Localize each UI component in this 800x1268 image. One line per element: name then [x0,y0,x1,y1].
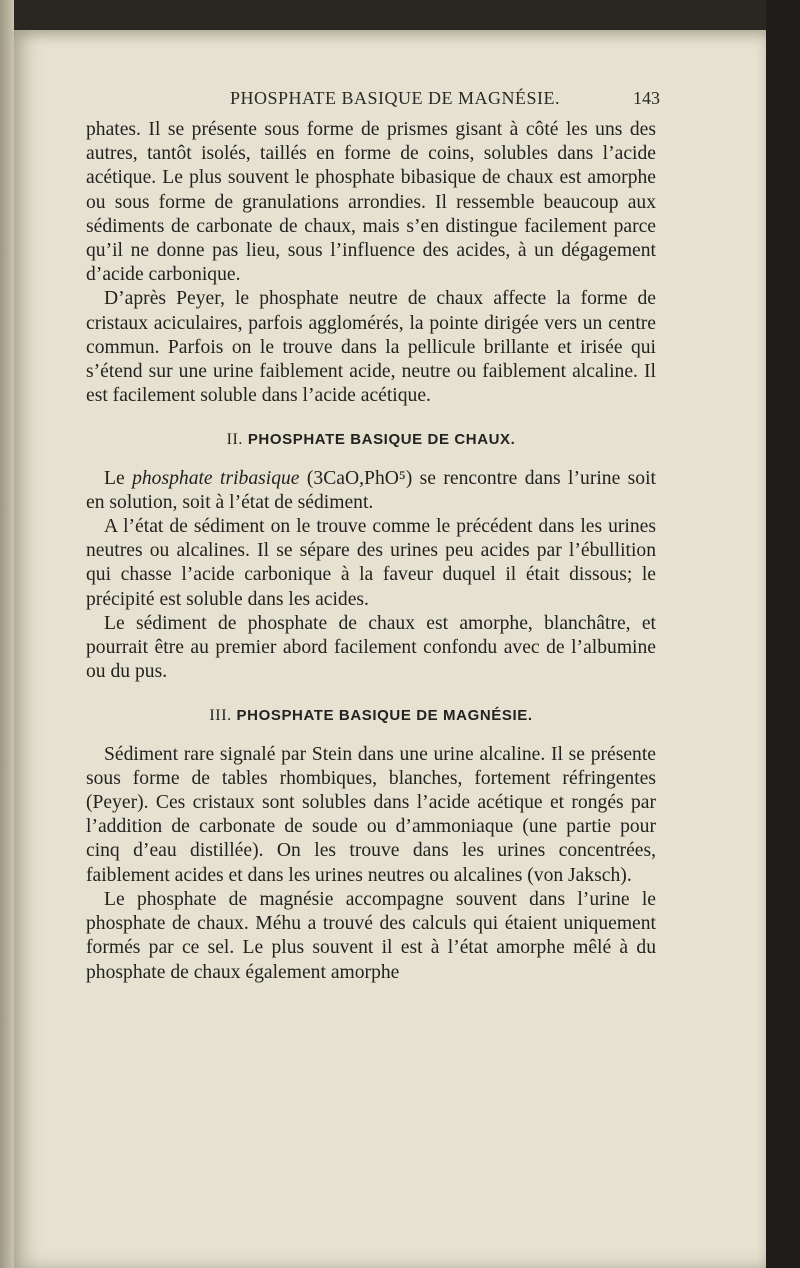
paragraph: A l’état de sédiment on le trouve comme le précédent dans les urines neutres ou alcalines. Il se sépare des urines peu acides par l’ébullition qui chasse l’acide carbonique à la faveur duquel il était dissous; le précipité est soluble dans les acides. [86,516,656,610]
section-number: II. [226,431,244,449]
section-number: III. [209,707,232,725]
facing-page-edge [0,0,14,1268]
section-heading [86,428,656,452]
paragraph [86,467,656,515]
paragraph: phates. Il se présente sous forme de prismes gisant à côté les uns des autres, tantôt isolés, taillés en forme de coins, solubles dans l’acide acétique. Le plus souvent le phosphate bibasique de chaux est amorphe ou sous forme de granulations arrondies. Il ressemble beaucoup aux sédiments de carbonate de chaux, mais s’en distingue facilement parce qu’il ne donne pas lieu, sous l’influence des acides, à un dégagement d’acide carbonique. [86,119,656,286]
italic-term: phosphate tribasique [132,467,300,489]
page-body [86,118,656,985]
page-header [230,88,660,118]
section-heading [86,704,656,728]
section-title: PHOSPHATE BASIQUE DE CHAUX. [247,431,516,449]
paragraph: Le sédiment de phosphate de chaux est amorphe, blanchâtre, et pourrait être au premier abord facilement confondu avec de l’albumine ou du pus. [86,612,656,683]
paragraph-rest: (3CaO,PhO⁵) se rencontre dans l’urine soit en solution, soit à l’état de sédiment. [86,467,656,513]
paragraph-lead: Le [104,467,125,489]
paragraph: Sédiment rare signalé par Stein dans une urine alcaline. Il se présente sous forme de tables rhombiques, blanches, fortement réfringentes (Peyer). Ces cristaux sont solubles dans l’acide acétique et rongés par l’addition de carbonate de soude ou d’ammoniaque (une partie pour cinq d’eau distillée). On les trouve dans les urines concentrées, faiblement acides et dans les urines neutres ou alcalines (von Jaksch). [86,743,656,886]
paragraph: Le phosphate de magnésie accompagne souvent dans l’urine le phosphate de chaux. Méhu a trouvé des calculs qui étaient uniquement formés par ce sel. Le plus souvent il est à l’état amorphe mêlé à du phosphate de chaux également amorphe [86,888,656,983]
page-number: 143 [633,88,660,108]
running-head: PHOSPHATE BASIQUE DE MAGNÉSIE. [230,88,561,108]
paragraph: D’après Peyer, le phosphate neutre de chaux affecte la forme de cristaux aciculaires, parfois agglomérés, la pointe dirigée vers un centre commun. Parfois on le trouve dans la pellicule brillante et irisée qui s’étend sur une urine faiblement acide, neutre ou faiblement alcaline. Il est facilement soluble dans l’acide acétique. [86,288,656,407]
scan-border [766,0,800,1268]
section-title: PHOSPHATE BASIQUE DE MAGNÉSIE. [236,707,533,725]
